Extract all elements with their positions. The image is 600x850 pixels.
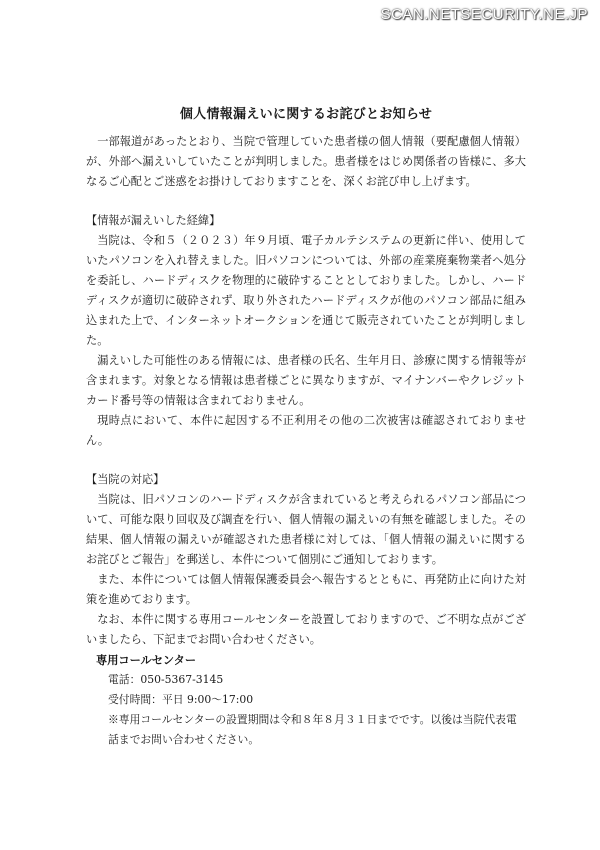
body-paragraph: 当院は、旧パソコンのハードディスクが含まれていると考えられるパソコン部品について、可能な限り回収及び調査を行い、個人情報の漏えいの有無を確認しました。その結果、個人情報の漏えいが確認された患者様に対しては、「個人情報の漏えいに関するお詫びとご報告」を郵送し、本件について個別にご通知しております。 (86, 493, 526, 566)
site-watermark: SCAN.NETSECURITY.NE.JP (380, 6, 588, 23)
body-paragraph: 当院は、令和５（２０２３）年９月頃、電子カルテシステムの更新に伴い、使用していたパソコンを入れ替えました。旧パソコンについては、外部の産業廃棄物業者へ処分を委託し、ハードディスクを物理的に破砕することとしておりました。しかし、ハードディスクが適切に破砕されず、取り外されたハードディスクが他のパソコン部品に組み込まれた上で、インターネットオークションを通じて販売されていたことが判明しました。 (86, 234, 526, 347)
section-heading: 【情報が漏えいした経緯】 (86, 214, 221, 227)
call-center-title: 専用コールセンター (96, 653, 197, 667)
body-paragraph: 漏えいした可能性のある情報には、患者様の氏名、生年月日、診療に関する情報等が含まれます。対象となる情報は患者様ごとに異なりますが、マイナンバーやクレジットカード番号等の情報は含まれておりません。 (86, 354, 526, 407)
section-heading: 【当院の対応】 (86, 473, 165, 486)
intro-paragraph: 一部報道があったとおり、当院で管理していた患者様の個人情報（要配慮個人情報）が、外部へ漏えいしていたことが判明しました。患者様をはじめ関係者の皆様に、多大なるご心配とご迷惑をお掛けしておりますことを、深くお詫び申し上げます。 (86, 135, 526, 188)
document-title: 個人情報漏えいに関するお詫びとお知らせ (179, 107, 433, 122)
body-paragraph: また、本件については個人情報保護委員会へ報告するとともに、再発防止に向けた対策を進めております。 (86, 573, 526, 606)
call-center-note: ※専用コールセンターの設置期間は令和８年８月３１日までです。以後は当院代表電話までお問い合わせください。 (108, 713, 517, 746)
section-hospital-response (86, 470, 526, 650)
call-center-hours: 受付時間：平日 9:00～17:00 (108, 693, 254, 706)
call-center-block (86, 650, 526, 750)
body-paragraph: 現時点において、本件に起因する不正利用その他の二次被害は確認されておりません。 (86, 414, 526, 447)
call-center-phone: 電話：050-5367-3145 (108, 673, 224, 686)
section-leak-background (86, 211, 526, 451)
body-paragraph: なお、本件に関する専用コールセンターを設置しておりますので、ご不明な点がございましたら、下記までお問い合わせください。 (86, 613, 526, 646)
notice-document (86, 103, 526, 750)
